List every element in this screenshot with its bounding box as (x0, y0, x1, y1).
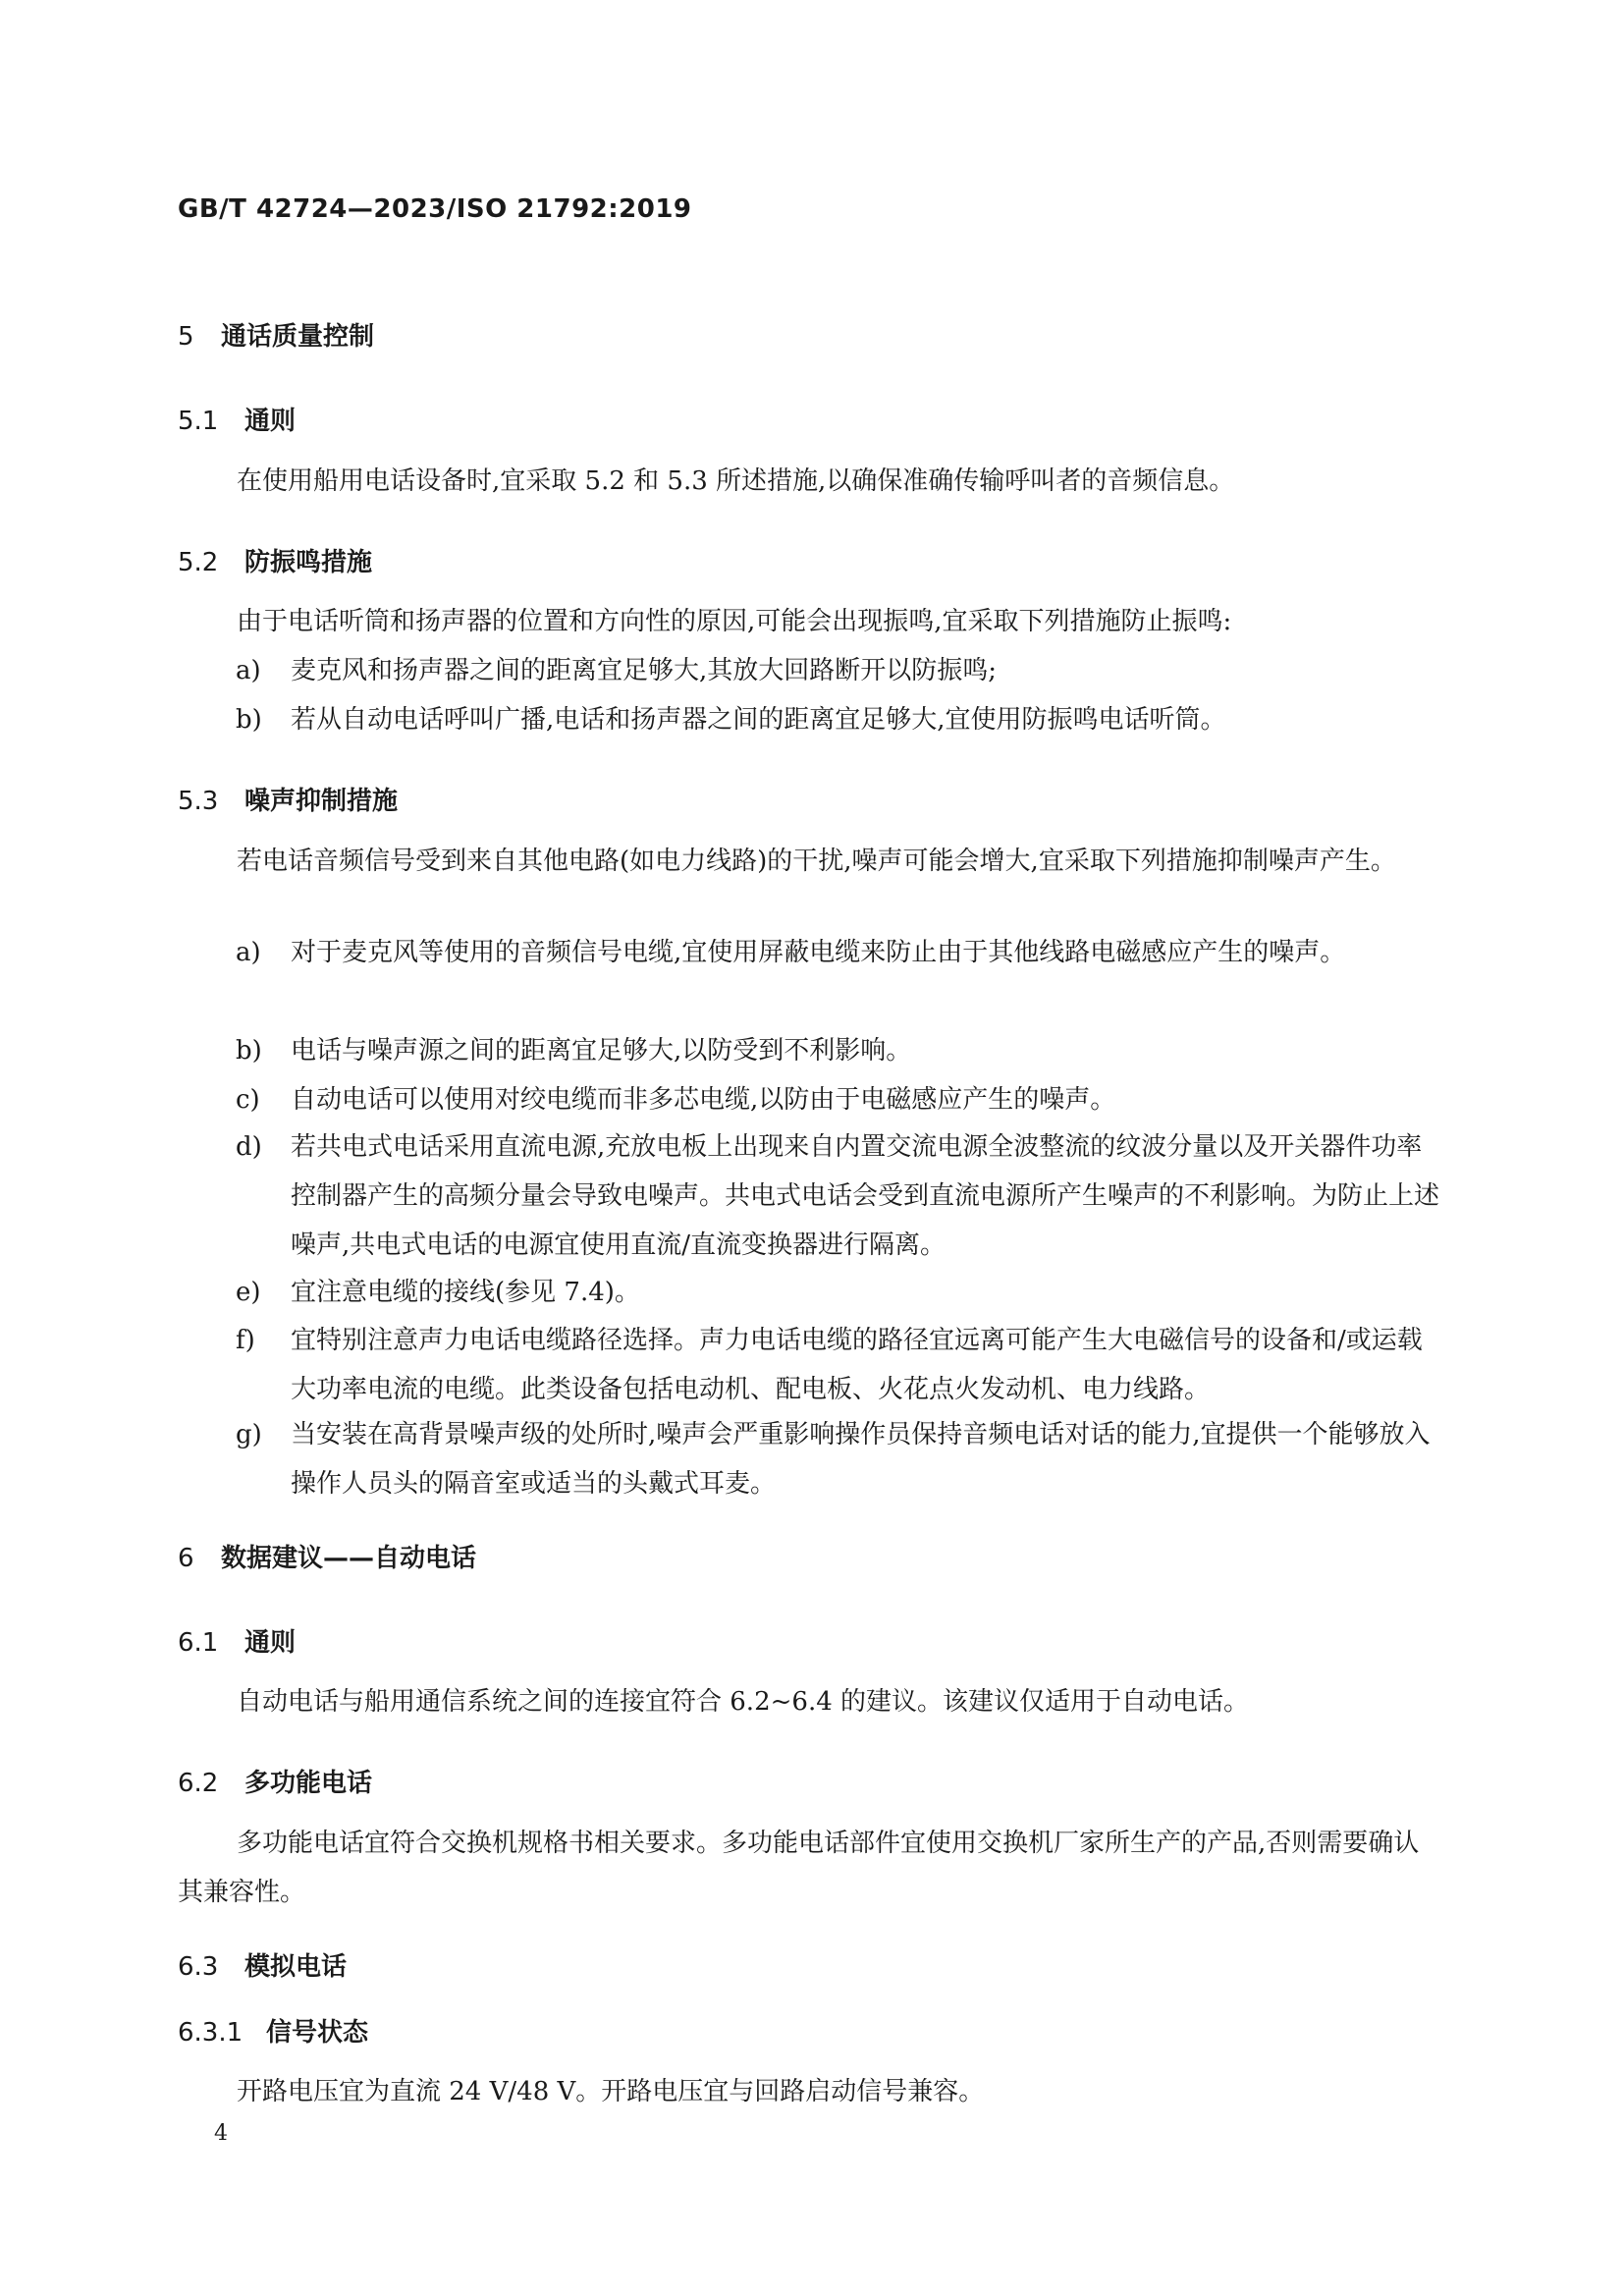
subsection-number: 5.2 (178, 548, 219, 577)
paragraph-6-1 (178, 1677, 1444, 1726)
subsection-title: 防振鸣措施 (244, 548, 373, 577)
subsection-heading-5-2 (178, 542, 372, 578)
list-item (236, 646, 1444, 695)
subsection-heading-6-2 (178, 1763, 372, 1799)
list-text: 麦克风和扬声器之间的距离宜足够大,其放大回路断开以防振鸣; (291, 656, 998, 685)
list-marker: a) (236, 656, 261, 685)
list-marker: c) (236, 1085, 260, 1115)
subsection-heading-6-1 (178, 1622, 296, 1659)
section-heading-5 (178, 316, 374, 353)
list-marker: d) (236, 1132, 262, 1162)
list-text: 若共电式电话采用直流电源,充放电板上出现来自内置交流电源全波整流的纹波分量以及开关器件功率控制器产生的高频分量会导致电噪声。共电式电话会受到直流电源所产生噪声的不利影响。为防止上述噪声,共电式电话的电源宜使用直流/直流变换器进行隔离。 (291, 1132, 1440, 1260)
list-marker: b) (236, 705, 262, 735)
list-item (236, 1026, 1444, 1075)
paragraph-5-1 (178, 457, 1444, 506)
list-text: 当安装在高背景噪声级的处所时,噪声会严重影响操作员保持音频电话对话的能力,宜提供一个能够放入操作人员头的隔音室或适当的头戴式耳麦。 (291, 1420, 1431, 1499)
list-marker: e) (236, 1278, 261, 1307)
subsection-title: 模拟电话 (244, 1952, 348, 1982)
list-marker: a) (236, 938, 261, 967)
list-text: 自动电话可以使用对绞电缆而非多芯电缆,以防由于电磁感应产生的噪声。 (291, 1085, 1116, 1115)
list-item (236, 1316, 1444, 1414)
section-heading-6 (178, 1538, 476, 1574)
list-text: 对于麦克风等使用的音频信号电缆,宜使用屏蔽电缆来防止由于其他线路电磁感应产生的噪声。 (291, 938, 1346, 967)
subsection-title: 噪声抑制措施 (244, 787, 399, 816)
subsubsection-heading-6-3-1 (178, 2012, 368, 2049)
section-number: 5 (178, 322, 194, 352)
list-item (236, 1410, 1444, 1508)
paragraph-text: 在使用船用电话设备时,宜采取 5.2 和 5.3 所述措施,以确保准确传输呼叫者的音频信息。 (237, 466, 1235, 496)
paragraph-text: 若电话音频信号受到来自其他电路(如电力线路)的干扰,噪声可能会增大,宜采取下列措施抑制噪声产生。 (237, 847, 1396, 876)
subsection-number: 6.1 (178, 1628, 219, 1658)
section-title: 数据建议——自动电话 (221, 1544, 477, 1573)
list-item (236, 1268, 1444, 1317)
subsection-title: 通则 (244, 1628, 297, 1658)
list-text: 宜特别注意声力电话电缆路径选择。声力电话电缆的路径宜远离可能产生大电磁信号的设备和/或运载大功率电流的电缆。此类设备包括电动机、配电板、火花点火发动机、电力线路。 (291, 1326, 1423, 1404)
subsection-title: 多功能电话 (244, 1769, 373, 1798)
subsection-title: 通则 (244, 407, 297, 436)
list-text: 宜注意电缆的接线(参见 7.4)。 (291, 1278, 640, 1307)
paragraph-text: 多功能电话宜符合交换机规格书相关要求。多功能电话部件宜使用交换机厂家所生产的产品,否则需要确认其兼容性。 (178, 1829, 1420, 1907)
paragraph-5-2 (178, 597, 1444, 646)
page-number: 4 (214, 2121, 228, 2146)
paragraph-6-3-1 (178, 2067, 1444, 2116)
subsection-number: 6.2 (178, 1769, 219, 1798)
paragraph-text: 由于电话听筒和扬声器的位置和方向性的原因,可能会出现振鸣,宜采取下列措施防止振鸣: (237, 607, 1232, 636)
document-code-header (178, 194, 692, 224)
subsection-number: 6.3 (178, 1952, 219, 1982)
list-marker: g) (236, 1420, 262, 1449)
section-title: 通话质量控制 (221, 322, 375, 352)
subsubsection-number: 6.3.1 (178, 2018, 243, 2048)
paragraph-6-2 (178, 1819, 1444, 1917)
list-item (236, 928, 1444, 977)
subsection-number: 5.3 (178, 787, 219, 816)
paragraph-text: 自动电话与船用通信系统之间的连接宜符合 6.2~6.4 的建议。该建议仅适用于自动电话。 (237, 1687, 1250, 1717)
subsection-heading-5-1 (178, 401, 296, 437)
subsection-number: 5.1 (178, 407, 219, 436)
paragraph-5-3 (178, 837, 1444, 886)
document-code: GB/T 42724—2023/ISO 21792:2019 (178, 194, 692, 224)
list-text: 电话与噪声源之间的距离宜足够大,以防受到不利影响。 (291, 1036, 912, 1066)
paragraph-text: 开路电压宜为直流 24 V/48 V。开路电压宜与回路启动信号兼容。 (237, 2077, 985, 2106)
subsubsection-title: 信号状态 (266, 2018, 369, 2048)
list-marker: b) (236, 1036, 262, 1066)
subsection-heading-5-3 (178, 781, 398, 817)
list-text: 若从自动电话呼叫广播,电话和扬声器之间的距离宜足够大,宜使用防振鸣电话听筒。 (291, 705, 1226, 735)
list-item (236, 695, 1444, 744)
subsection-heading-6-3 (178, 1946, 347, 1983)
section-number: 6 (178, 1544, 194, 1573)
list-marker: f) (236, 1326, 255, 1355)
list-item (236, 1122, 1444, 1270)
list-item (236, 1075, 1444, 1124)
